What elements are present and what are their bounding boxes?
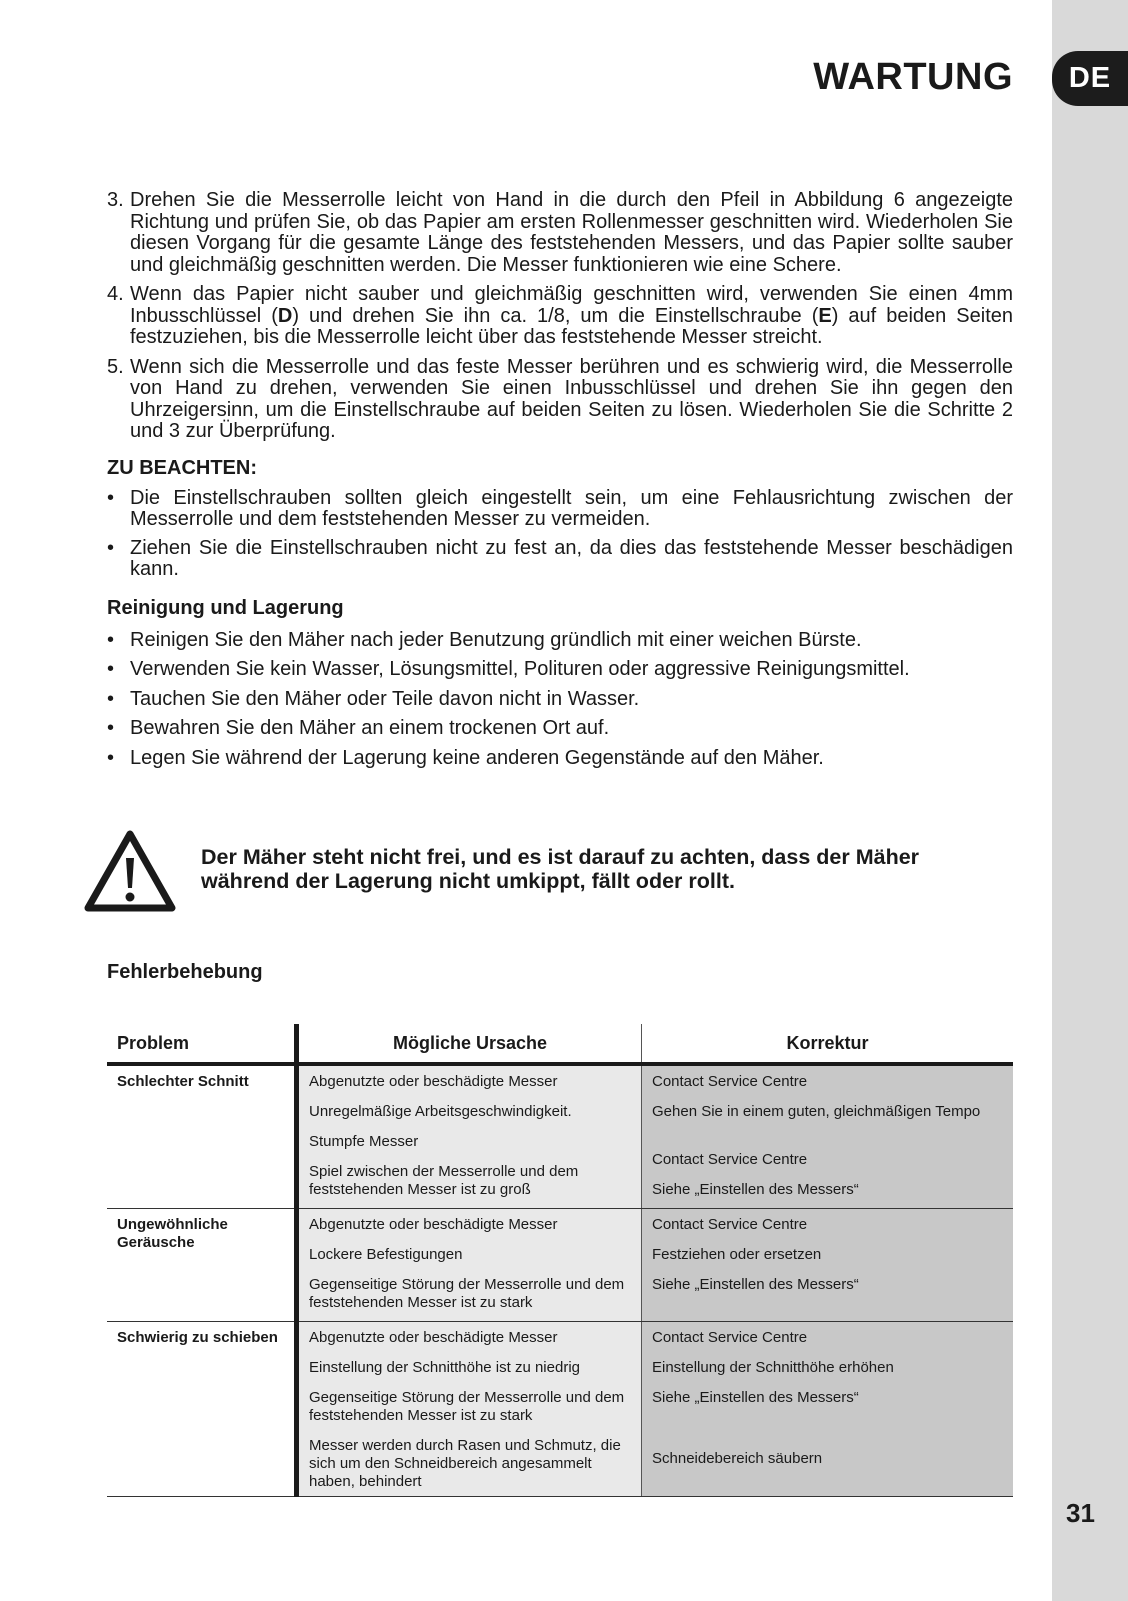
warning-text: Der Mäher steht nicht frei, und es ist darauf zu achten, dass der Mäher während der Lagerung nicht umkippt, fällt oder rollt. — [201, 845, 920, 893]
note-text: Ziehen Sie die Einstellschrauben nicht zu fest an, da dies das feststehende Messer beschädigen kann. — [130, 536, 1013, 580]
note-heading: ZU BEACHTEN: — [107, 456, 257, 479]
cause-cell — [297, 1209, 642, 1322]
page-title: WARTUNG — [813, 56, 1013, 98]
bullet-icon: • — [107, 536, 115, 559]
part-letter-e: E — [818, 304, 832, 327]
warning-triangle-icon — [82, 828, 178, 914]
cleaning-text: Tauchen Sie den Mäher oder Teile davon nicht in Wasser. — [130, 687, 640, 710]
bullet-icon: • — [107, 658, 115, 680]
cause-item: Gegenseitige Störung der Messerrolle und dem feststehenden Messer ist zu stark — [309, 1389, 625, 1424]
step-text-part: Wenn das Papier nicht sauber und gleichmäßig geschnitten wird, verwenden Sie einen 4mm Inbusschlüssel ( — [130, 283, 1013, 327]
fix-item: Siehe „Einstellen des Messers“ — [652, 1276, 859, 1293]
cleaning-heading: Reinigung und Lagerung — [107, 596, 344, 619]
note-list — [107, 488, 1013, 581]
table-row — [107, 1064, 1013, 1209]
column-header-problem: Problem — [107, 1024, 297, 1064]
cleaning-item — [107, 689, 1013, 711]
fix-item: Contact Service Centre — [652, 1151, 808, 1168]
table-row — [107, 1209, 1013, 1322]
note-text: Die Einstellschrauben sollten gleich eingestellt sein, um eine Fehlausrichtung zwischen der Messerrolle und dem feststehenden Messer zu vermeiden. — [130, 486, 1013, 530]
cleaning-list — [107, 630, 1013, 770]
cause-item: Abgenutzte oder beschädigte Messer — [309, 1073, 558, 1090]
note-item — [107, 488, 1013, 531]
part-letter-d: D — [277, 304, 293, 327]
cause-item: Einstellung der Schnitthöhe ist zu niedrig — [309, 1359, 580, 1376]
page-number: 31 — [1066, 1498, 1095, 1528]
cleaning-item — [107, 659, 1013, 681]
fix-item: Gehen Sie in einem guten, gleichmäßigen Tempo — [652, 1103, 981, 1120]
bullet-icon: • — [107, 746, 115, 769]
step-item — [107, 190, 1013, 276]
column-header-cause: Mögliche Ursache — [297, 1024, 642, 1064]
troubleshooting-heading: Fehlerbehebung — [107, 961, 263, 983]
fix-cell — [642, 1322, 1014, 1497]
cause-item: Spiel zwischen der Messerrolle und dem feststehenden Messer ist zu groß — [309, 1163, 579, 1198]
cause-item: Abgenutzte oder beschädigte Messer — [309, 1216, 558, 1233]
step-item — [107, 357, 1013, 443]
fix-item: Siehe „Einstellen des Messers“ — [652, 1181, 859, 1198]
cleaning-text: Legen Sie während der Lagerung keine anderen Gegenstände auf den Mäher. — [130, 746, 824, 769]
fix-item: Siehe „Einstellen des Messers“ — [652, 1389, 859, 1406]
cause-item: Abgenutzte oder beschädigte Messer — [309, 1329, 558, 1346]
fix-item: Einstellung der Schnitthöhe erhöhen — [652, 1359, 894, 1376]
column-header-fix: Korrektur — [642, 1024, 1014, 1064]
step-number: 3. — [107, 189, 124, 211]
fix-item: Contact Service Centre — [652, 1216, 808, 1233]
bullet-icon: • — [107, 628, 115, 651]
cleaning-text: Reinigen Sie den Mäher nach jeder Benutzung gründlich mit einer weichen Bürste. — [130, 628, 862, 651]
step-number: 5. — [107, 355, 124, 378]
cause-item: Unregelmäßige Arbeitsgeschwindigkeit. — [309, 1103, 572, 1120]
fix-item: Contact Service Centre — [652, 1329, 808, 1346]
table-row — [107, 1322, 1013, 1497]
fix-item: Schneidebereich säubern — [652, 1450, 823, 1467]
cause-cell — [297, 1322, 642, 1497]
cause-item: Stumpfe Messer — [309, 1133, 419, 1150]
cleaning-item — [107, 748, 1013, 770]
cause-item: Lockere Befestigungen — [309, 1246, 463, 1263]
cleaning-text: Verwenden Sie kein Wasser, Lösungsmittel, Polituren oder aggressive Reinigungsmittel. — [130, 658, 910, 680]
problem-cell: Ungewöhnliche Geräusche — [107, 1209, 297, 1322]
language-tab: DE — [1052, 51, 1128, 106]
cleaning-item — [107, 718, 1013, 740]
step-text-part: ) und drehen Sie ihn ca. 1/8, um die Einstellschraube ( — [292, 304, 819, 327]
cleaning-text: Bewahren Sie den Mäher an einem trockenen Ort auf. — [130, 717, 610, 739]
fix-item: Contact Service Centre — [652, 1073, 808, 1090]
troubleshooting-table — [107, 1024, 1013, 1497]
problem-cell: Schwierig zu schieben — [107, 1322, 297, 1497]
step-text-part: ) auf beiden Seiten festzuziehen, bis die Messerrolle leicht über das feststehende Messer streicht. — [130, 304, 1013, 348]
bullet-icon: • — [107, 687, 115, 710]
fix-item: Festziehen oder ersetzen — [652, 1246, 822, 1263]
problem-cell: Schlechter Schnitt — [107, 1064, 297, 1209]
note-item — [107, 538, 1013, 581]
page-side-strip — [1052, 0, 1128, 1601]
warning-box — [82, 828, 1002, 918]
fix-cell — [642, 1209, 1014, 1322]
step-text: Wenn sich die Messerrolle und das feste Messer berühren und es schwierig wird, die Messerrolle von Hand zu drehen, verwenden Sie einen Inbusschlüssel und drehen Sie ihn gegen den Uhrzeigersinn, um die Einstellschraube auf beiden Seiten zu lösen. Wiederholen Sie die Schritte 2 und 3 zur Überprüfung. — [130, 355, 1013, 442]
adjustment-steps — [107, 190, 1013, 443]
cause-item: Messer werden durch Rasen und Schmutz, die sich um den Schneidbereich angesammelt haben, behindert — [309, 1437, 621, 1490]
step-number: 4. — [107, 283, 124, 305]
bullet-icon: • — [107, 486, 115, 509]
table-header-row — [107, 1024, 1013, 1064]
step-item — [107, 284, 1013, 349]
cause-item: Gegenseitige Störung der Messerrolle und dem feststehenden Messer ist zu stark — [309, 1276, 625, 1311]
main-content — [107, 190, 1013, 777]
cause-cell — [297, 1064, 642, 1209]
cleaning-item — [107, 630, 1013, 652]
step-text: Drehen Sie die Messerrolle leicht von Hand in die durch den Pfeil in Abbildung 6 angezeigte Richtung und prüfen Sie, ob das Papier am ersten Rollenmesser geschnitten wird. Wiederholen Sie diesen Vorgang für die gesamte Länge des feststehenden Messers, und das Papier sollte sauber und gleichmäßig geschnitten werden. Die Messer funktionieren wie eine Schere. — [130, 189, 1013, 276]
fix-cell — [642, 1064, 1014, 1209]
bullet-icon: • — [107, 717, 115, 739]
